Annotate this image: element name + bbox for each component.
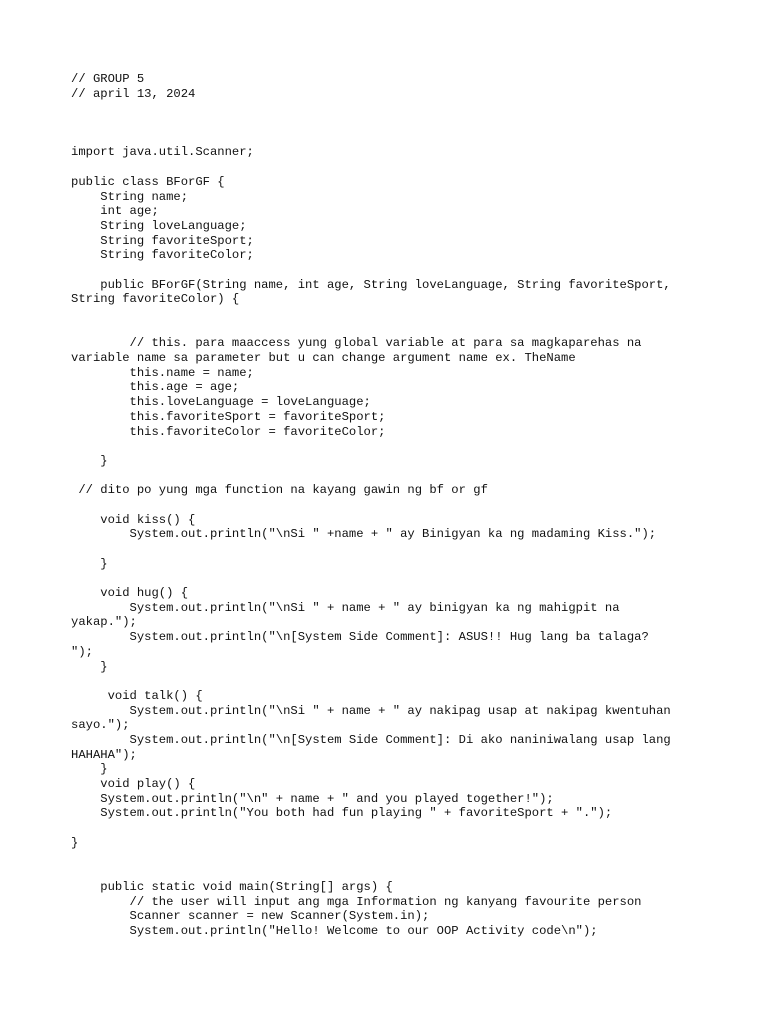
code-line: this.favoriteColor = favoriteColor; — [71, 424, 386, 439]
code-line: variable name sa parameter but u can change argument name ex. TheName — [71, 351, 576, 366]
code-line: "); — [71, 644, 93, 659]
code-line — [71, 674, 711, 689]
code-line: // dito po yung mga function na kayang gawin ng bf or gf — [71, 483, 488, 498]
code-line: System.out.println("\nSi " +name + " ay Binigyan ka ng madaming Kiss."); — [71, 527, 657, 542]
code-line: int age; — [71, 204, 159, 219]
code-line: } — [71, 453, 108, 468]
code-line — [71, 101, 711, 116]
code-line: String name; — [71, 189, 189, 204]
code-line: this.name = name; — [71, 365, 254, 380]
code-line: } — [71, 659, 108, 674]
code-line: this.age = age; — [71, 380, 240, 395]
code-line: public class BForGF { — [71, 174, 225, 189]
code-line — [71, 116, 711, 131]
code-line: this.loveLanguage = loveLanguage; — [71, 395, 371, 410]
code-line: // GROUP 5 — [71, 72, 145, 86]
code-line — [71, 850, 711, 865]
code-line: System.out.println("\nSi " + name + " ay nakipag usap at nakipag kwentuhan — [71, 703, 671, 718]
code-line: yakap."); — [71, 615, 137, 630]
code-line — [71, 131, 711, 146]
code-line: System.out.println("\n[System Side Comment]: ASUS!! Hug lang ba talaga? — [71, 630, 649, 645]
code-line: void hug() { — [71, 586, 189, 601]
code-line: } — [71, 835, 79, 850]
code-line: HAHAHA"); — [71, 747, 137, 762]
code-line: // this. para maaccess yung global variable at para sa magkaparehas na — [71, 336, 642, 351]
code-line — [71, 160, 711, 175]
code-line: // the user will input ang mga Information ng kanyang favourite person — [71, 894, 642, 909]
code-line — [71, 439, 711, 454]
code-line — [71, 542, 711, 557]
code-line: System.out.println("You both had fun playing " + favoriteSport + "."); — [71, 806, 613, 821]
code-line — [71, 469, 711, 484]
code-line: System.out.println("\nSi " + name + " ay binigyan ka ng mahigpit na — [71, 600, 620, 615]
code-line: } — [71, 762, 108, 777]
code-line: String favoriteColor) { — [71, 292, 240, 307]
code-line — [71, 307, 711, 322]
code-line: Scanner scanner = new Scanner(System.in); — [71, 909, 430, 924]
code-line: System.out.println("\n" + name + " and you played together!"); — [71, 791, 554, 806]
code-line: String favoriteSport; — [71, 233, 254, 248]
code-line: void kiss() { — [71, 512, 196, 527]
code-line — [71, 322, 711, 337]
code-line: String loveLanguage; — [71, 218, 247, 233]
code-line: public BForGF(String name, int age, String loveLanguage, String favoriteSport, — [71, 277, 671, 292]
code-line: // april 13, 2024 — [71, 86, 196, 101]
code-block — [71, 72, 711, 939]
code-line: sayo."); — [71, 718, 130, 733]
code-line — [71, 865, 711, 880]
code-line: void play() { — [71, 777, 196, 791]
code-line: public static void main(String[] args) { — [71, 879, 393, 894]
code-line: System.out.println("Hello! Welcome to our OOP Activity code\n"); — [71, 923, 598, 938]
code-line: } — [71, 556, 108, 571]
code-line — [71, 498, 711, 513]
code-line — [71, 263, 711, 278]
code-line: String favoriteColor; — [71, 248, 254, 263]
code-line: void talk() { — [71, 688, 203, 703]
code-line: System.out.println("\n[System Side Comment]: Di ako naniniwalang usap lang — [71, 732, 671, 747]
code-line: import java.util.Scanner; — [71, 145, 254, 160]
code-line — [71, 821, 711, 836]
code-line: this.favoriteSport = favoriteSport; — [71, 409, 386, 424]
code-line — [71, 571, 711, 586]
